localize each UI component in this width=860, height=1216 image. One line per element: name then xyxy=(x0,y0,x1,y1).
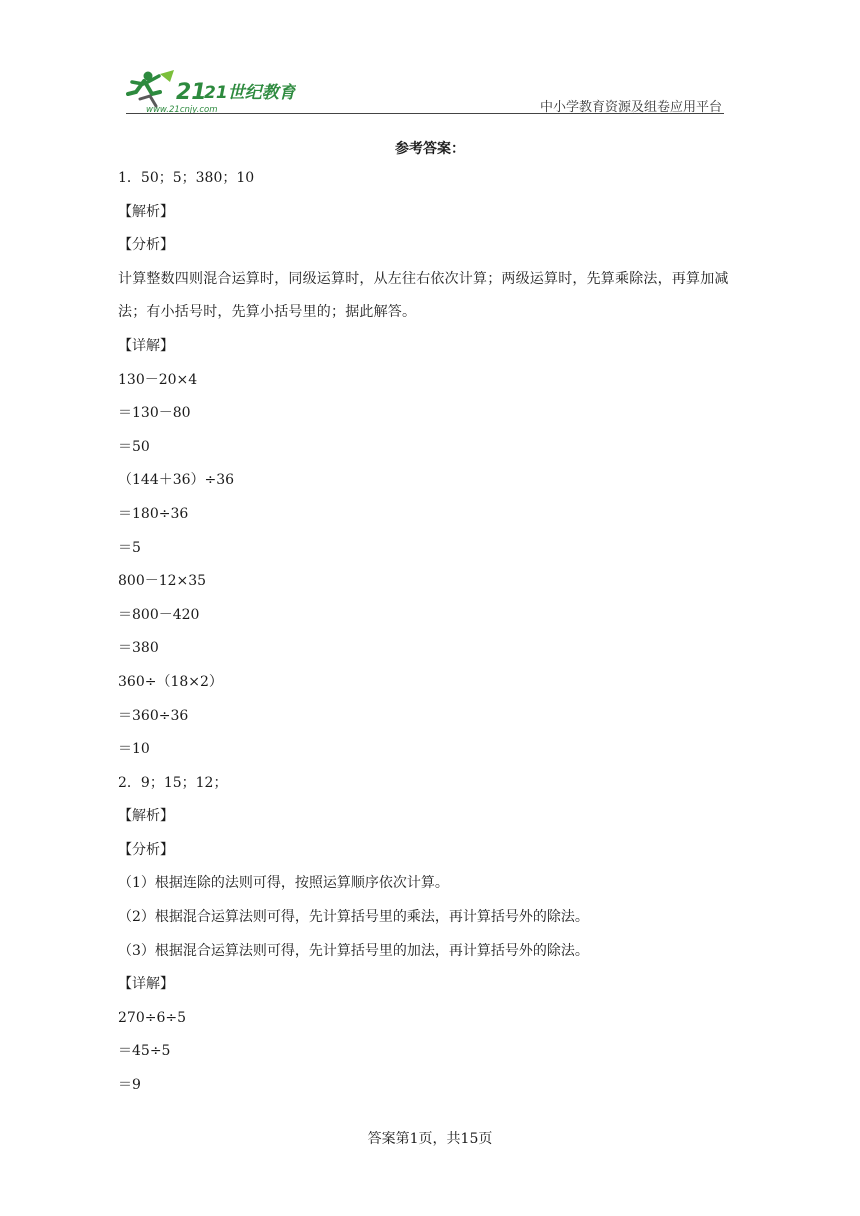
q1-answer: 1．50；5；380；10 xyxy=(118,170,255,186)
q1-step: 130－20×4 xyxy=(118,371,198,388)
header-divider xyxy=(126,113,724,114)
q2-jiexi-heading: 【解析】 xyxy=(118,808,174,825)
q1-step: ＝130－80 xyxy=(118,405,191,422)
svg-text:21世纪教育: 21世纪教育 xyxy=(204,83,296,103)
runner-icon xyxy=(128,70,174,106)
platform-name: 中小学教育资源及组卷应用平台 xyxy=(539,100,722,115)
q2-analysis-line: （2）根据混合运算法则可得，先计算括号里的乘法，再计算括号外的除法。 xyxy=(118,909,589,926)
page-footer: 答案第1页，共15页 xyxy=(367,1131,493,1147)
q2-fenxi-heading: 【分析】 xyxy=(118,841,174,858)
q1-step: （144＋36）÷36 xyxy=(118,472,235,489)
q1-step: ＝360÷36 xyxy=(118,707,189,724)
svg-text:www.21cnjy.com: www.21cnjy.com xyxy=(146,105,218,115)
logo-21cnjy xyxy=(126,66,296,116)
q1-step: ＝800－420 xyxy=(118,606,200,623)
q2-step: 270÷6÷5 xyxy=(118,1009,186,1026)
q2-step: ＝45÷5 xyxy=(118,1043,171,1060)
q2-xiangjie-heading: 【详解】 xyxy=(118,976,174,993)
page-header xyxy=(126,66,724,116)
q1-step: ＝5 xyxy=(118,539,141,556)
q1-step: ＝10 xyxy=(118,741,150,758)
answer-content xyxy=(118,162,738,1103)
q2-answer: 2．9；15；12； xyxy=(118,774,228,791)
q1-step: ＝50 xyxy=(118,438,150,455)
q1-step: 800－12×35 xyxy=(118,573,207,590)
q1-analysis: 计算整数四则混合运算时，同级运算时，从左往右依次计算；两级运算时，先算乘除法，再算加减法；有小括号时，先算小括号里的；据此解答。 xyxy=(118,270,729,321)
svg-text:21: 21 xyxy=(176,80,207,105)
q2-step: ＝9 xyxy=(118,1077,141,1094)
q2-analysis-line: （1）根据连除的法则可得，按照运算顺序依次计算。 xyxy=(118,875,449,892)
q1-fenxi-heading: 【分析】 xyxy=(118,237,174,254)
q1-jiexi-heading: 【解析】 xyxy=(118,203,174,220)
q1-xiangjie-heading: 【详解】 xyxy=(118,337,174,354)
q2-analysis-line: （3）根据混合运算法则可得，先计算括号里的加法，再计算括号外的除法。 xyxy=(118,942,589,959)
q1-step: ＝380 xyxy=(118,640,159,657)
q1-step: 360÷（18×2） xyxy=(118,673,223,690)
page-title: 参考答案： xyxy=(395,141,465,157)
q1-step: ＝180÷36 xyxy=(118,505,189,522)
